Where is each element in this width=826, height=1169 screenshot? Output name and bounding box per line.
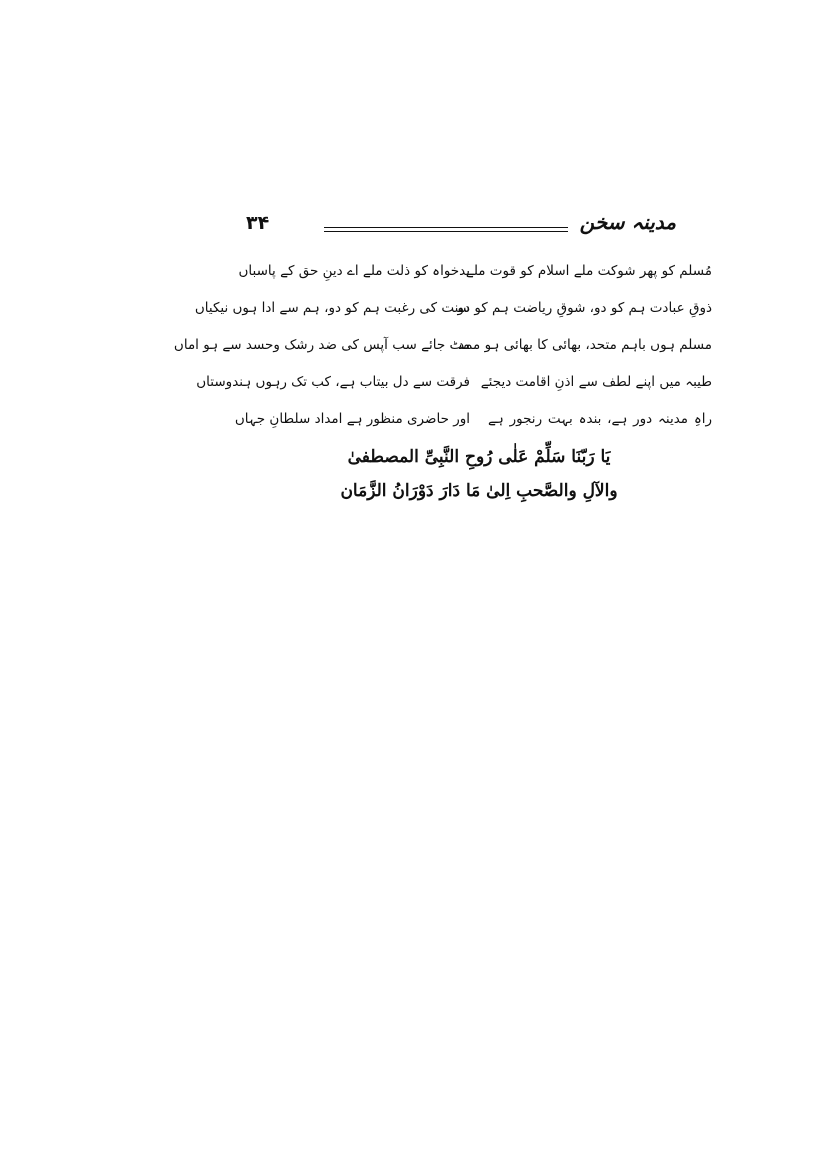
- header-double-rule: [324, 227, 568, 232]
- verse-second-hemistich: سنت کی رغبت ہم کو دو، ہم سے ادا ہوں نیکیاں: [194, 300, 470, 316]
- verse: [173, 330, 712, 367]
- verse-first-hemistich: طیبہ میں اپنے لطف سے اذنِ اقامت دیجئے: [480, 374, 712, 390]
- poem-verses: [173, 256, 712, 441]
- verse-second-hemistich: فرقت سے دل بیتاب ہے، کب تک رہوں ہندوستاں: [196, 374, 470, 390]
- verse: [196, 367, 712, 404]
- page-number: ۳۴: [246, 212, 270, 234]
- verse-first-hemistich: مُسلم کو پھر شوکت ملے اسلام کو قوت ملے: [465, 263, 712, 279]
- verse: [194, 293, 712, 330]
- verse-second-hemistich: مٹ جائے سب آپس کی ضد رشک وحسد سے ہو اماں: [173, 337, 470, 353]
- book-title: مدینہ سخن: [579, 210, 676, 234]
- closing-line-2: والآلِ والصَّحبِ اِلیٰ مَا دَارَ دَوْرَانُ الزَّمَان: [340, 481, 618, 501]
- verse-first-hemistich: مسلم ہوں باہم متحد، بھائی کا بھائی ہو ممد: [458, 337, 712, 353]
- verse: [238, 256, 712, 293]
- closing-line-1: یَا رَبّنَا سَلِّمْ عَلٰی رُوحِ النَّبِیِّ المصطفیٰ: [347, 447, 611, 467]
- verse: [234, 404, 712, 441]
- closing-supplication: [246, 440, 712, 508]
- verse-first-hemistich: راہِ مدینہ دور ہے، بندہ بہت رنجور ہے: [488, 411, 712, 427]
- verse-second-hemistich: اور حاضری منظور ہے امداد سلطانِ جہاں: [234, 411, 470, 427]
- page-header: [246, 210, 676, 244]
- verse-first-hemistich: ذوقِ عبادت ہم کو دو، شوقِ ریاضت ہم کو دو: [457, 300, 712, 316]
- verse-second-hemistich: بدخواہ کو ذلت ملے اے دینِ حق کے پاسباں: [238, 263, 470, 279]
